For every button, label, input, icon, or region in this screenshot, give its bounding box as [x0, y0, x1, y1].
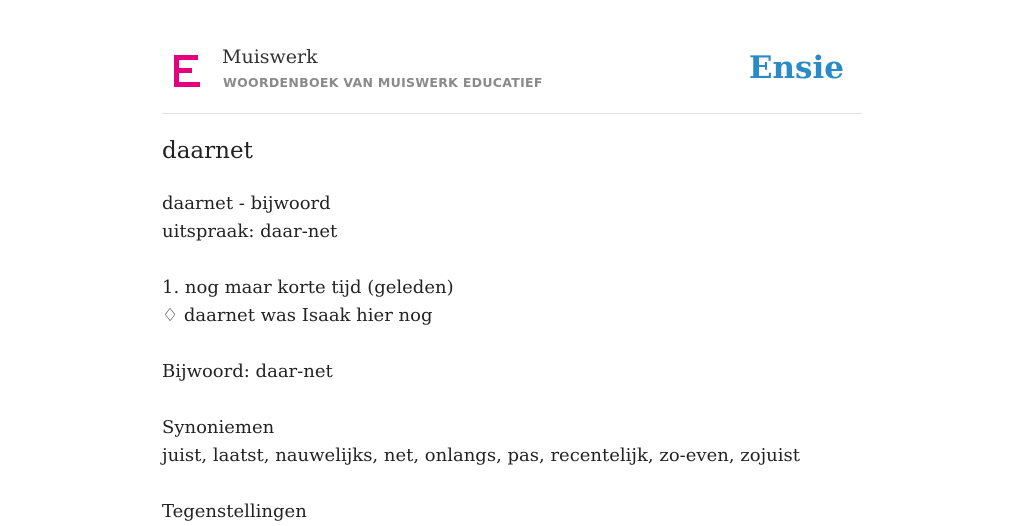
site-name[interactable]: Muiswerk: [222, 46, 318, 68]
spacer: [162, 330, 800, 358]
entry-title: daarnet: [162, 138, 253, 164]
antonyms-heading: Tegenstellingen: [162, 501, 307, 522]
spacer: [162, 246, 800, 274]
entry-content: [162, 190, 800, 526]
logo-bar-bottom: [174, 82, 200, 87]
page: [162, 0, 862, 522]
word-class: Bijwoord: daar-net: [162, 361, 333, 382]
pronunciation: uitspraak: daar-net: [162, 221, 338, 242]
muiswerk-logo-icon[interactable]: [174, 55, 200, 88]
ensie-brand-link[interactable]: Ensie: [748, 50, 844, 86]
spacer: [162, 386, 800, 414]
spacer: [162, 470, 800, 498]
site-subtitle: WOORDENBOEK VAN MUISWERK EDUCATIEF: [223, 75, 543, 90]
definition-line: daarnet - bijwoord: [162, 193, 331, 214]
example: ♢ daarnet was Isaak hier nog: [162, 305, 433, 326]
meaning: 1. nog maar korte tijd (geleden): [162, 277, 454, 298]
logo-bar-middle: [174, 68, 192, 73]
synonyms-list: juist, laatst, nauwelijks, net, onlangs, pas, recentelijk, zo-even, zojuist: [162, 445, 800, 466]
synonyms-heading: Synoniemen: [162, 417, 275, 438]
site-header: [162, 0, 862, 114]
